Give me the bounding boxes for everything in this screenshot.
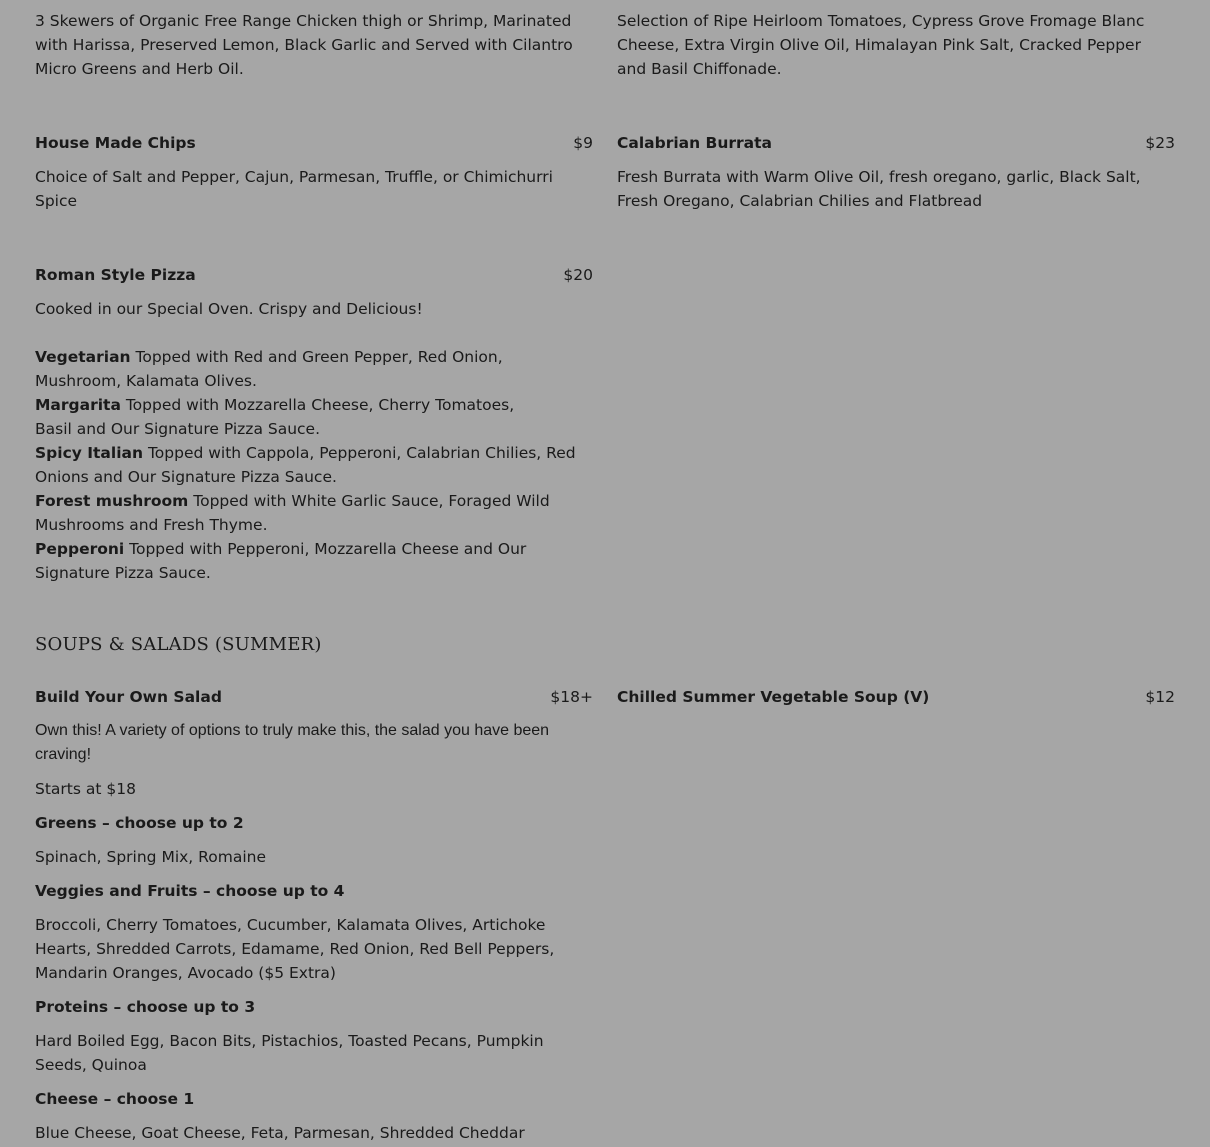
pizza-option-name: Spicy Italian — [35, 444, 144, 462]
veggies-list — [35, 913, 580, 985]
pizza-price: $20 — [563, 266, 593, 284]
greens-title-text: Greens – choose up to 2 — [35, 814, 244, 832]
burrata-name: Calabrian Burrata — [617, 134, 773, 152]
pizza-option-desc: Topped with Cappola, Pepperoni, Calabrian Chilies, Red Onions and Our Signature Pizza Sauce. — [35, 444, 576, 486]
proteins-list-text: Hard Boiled Egg, Bacon Bits, Pistachios, Toasted Pecans, Pumpkin Seeds, Quinoa — [35, 1032, 544, 1074]
chips-description-text: Choice of Salt and Pepper, Cajun, Parmesan, Truffle, or Chimichurri Spice — [35, 168, 553, 210]
pizza-option-name: Margarita — [35, 396, 121, 414]
heirloom-description-text: Selection of Ripe Heirloom Tomatoes, Cypress Grove Fromage Blanc Cheese, Extra Virgin Olive Oil, Himalayan Pink Salt, Cracked Pepper and Basil Chiffonade. — [617, 12, 1145, 78]
pizza-description — [35, 297, 593, 321]
pizza-option-name: Pepperoni — [35, 540, 125, 558]
salad-starts-text: Starts at $18 — [35, 780, 136, 798]
salad-intro-text: Own this! A variety of options to truly make this, the salad you have been craving! — [35, 722, 550, 763]
soup-header — [617, 685, 1175, 709]
salad-price: $18+ — [550, 688, 593, 706]
chips-header — [35, 131, 593, 155]
cheese-title — [35, 1087, 593, 1111]
pizza-option — [35, 489, 585, 537]
pizza-option-name: Vegetarian — [35, 348, 131, 366]
pizza-header — [35, 263, 593, 287]
burrata-price: $23 — [1145, 134, 1175, 152]
cheese-list — [35, 1121, 593, 1145]
proteins-title-text: Proteins – choose up to 3 — [35, 998, 256, 1016]
pizza-option-desc: Topped with Red and Green Pepper, Red Onion, Mushroom, Kalamata Olives. — [35, 348, 503, 390]
salad-header — [35, 685, 593, 709]
pizza-option — [35, 393, 535, 441]
pizza-name: Roman Style Pizza — [35, 266, 196, 284]
greens-title — [35, 811, 593, 835]
burrata-description-text: Fresh Burrata with Warm Olive Oil, fresh oregano, garlic, Black Salt, Fresh Oregano, Calabrian Chilies and Flatbread — [617, 168, 1141, 210]
pizza-option — [35, 537, 555, 585]
heirloom-description — [617, 9, 1175, 81]
pizza-option — [35, 441, 585, 489]
pizza-option-desc: Topped with White Garlic Sauce, Foraged Wild Mushrooms and Fresh Thyme. — [35, 492, 550, 534]
cheese-list-text: Blue Cheese, Goat Cheese, Feta, Parmesan, Shredded Cheddar — [35, 1124, 525, 1142]
pizza-option-name: Forest mushroom — [35, 492, 189, 510]
section-title-soups-salads: SOUPS & SALADS (SUMMER) — [35, 634, 322, 655]
salad-name: Build Your Own Salad — [35, 688, 222, 706]
salad-intro — [35, 719, 575, 767]
veggies-list-text: Broccoli, Cherry Tomatoes, Cucumber, Kalamata Olives, Artichoke Hearts, Shredded Carrots, Edamame, Red Onion, Red Bell Peppers, Mandarin Oranges, Avocado ($5 Extra) — [35, 916, 555, 982]
proteins-list — [35, 1029, 575, 1077]
skewers-description — [35, 9, 593, 81]
chips-name: House Made Chips — [35, 134, 196, 152]
burrata-header — [617, 131, 1175, 155]
chips-description — [35, 165, 580, 213]
proteins-title — [35, 995, 593, 1019]
pizza-option-desc: Topped with Mozzarella Cheese, Cherry Tomatoes, Basil and Our Signature Pizza Sauce. — [35, 396, 515, 438]
salad-starts — [35, 777, 593, 801]
soup-price: $12 — [1145, 688, 1175, 706]
cheese-title-text: Cheese – choose 1 — [35, 1090, 195, 1108]
veggies-title-text: Veggies and Fruits – choose up to 4 — [35, 882, 345, 900]
pizza-option-desc: Topped with Pepperoni, Mozzarella Cheese and Our Signature Pizza Sauce. — [35, 540, 527, 582]
pizza-option — [35, 345, 535, 393]
greens-list-text: Spinach, Spring Mix, Romaine — [35, 848, 266, 866]
greens-list — [35, 845, 593, 869]
veggies-title — [35, 879, 593, 903]
pizza-description-text: Cooked in our Special Oven. Crispy and Delicious! — [35, 300, 423, 318]
pizza-options-list — [35, 345, 593, 585]
burrata-description — [617, 165, 1175, 213]
chips-price: $9 — [573, 134, 593, 152]
skewers-description-text: 3 Skewers of Organic Free Range Chicken thigh or Shrimp, Marinated with Harissa, Preserved Lemon, Black Garlic and Served with Cilantro Micro Greens and Herb Oil. — [35, 12, 573, 78]
soup-name: Chilled Summer Vegetable Soup (V) — [617, 688, 930, 706]
